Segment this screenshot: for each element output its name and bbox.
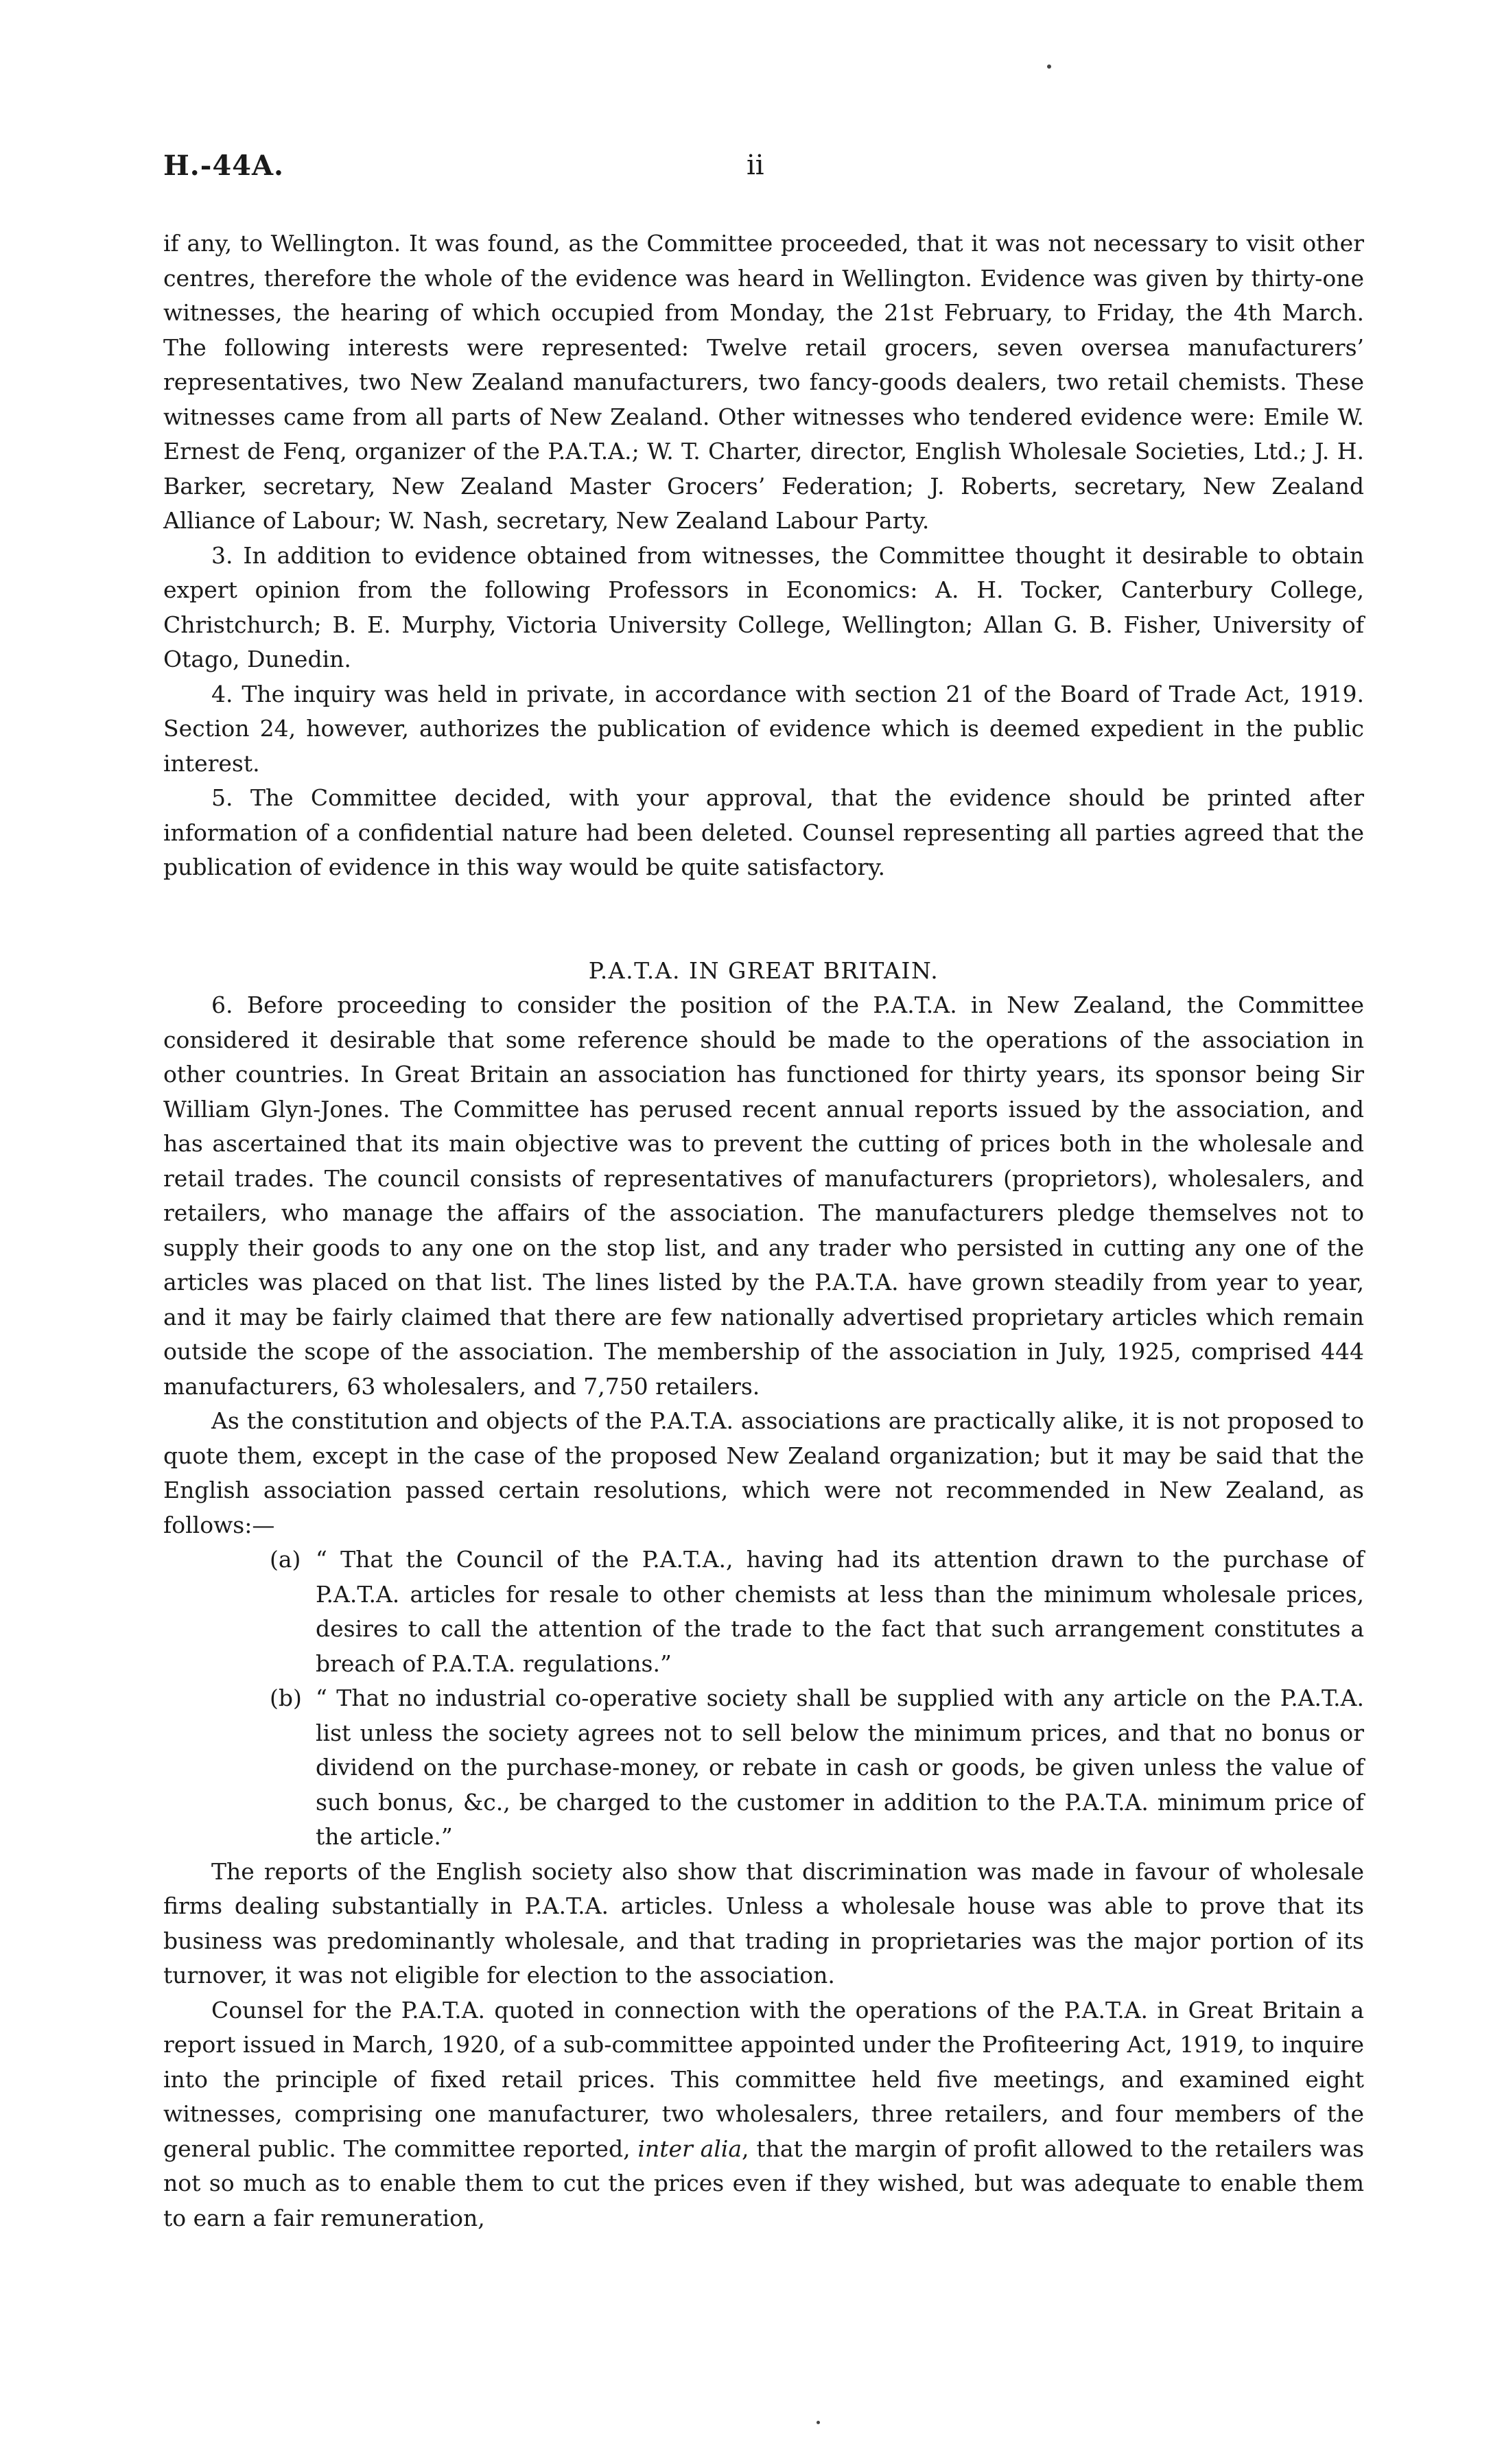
document-reference: H.-44A. bbox=[163, 150, 284, 182]
section-heading: P.A.T.A. IN GREAT BRITAIN. bbox=[588, 957, 939, 984]
resolution-a-text: “ That the Council of the P.A.T.A., having had its attention drawn to the purchase of P.A.T.A. articles for resale to other chemists at less than the minimum wholesale prices, desires to call the attention of the trade to the fact that such arrangement constitutes a breach of P.A.T.A. regulations.” bbox=[316, 1546, 1364, 1677]
page-header bbox=[163, 150, 1364, 198]
resolution-b bbox=[163, 1681, 1364, 1855]
resolution-a bbox=[163, 1542, 1364, 1681]
resolution-b-label: (b) bbox=[270, 1685, 302, 1711]
paragraph-6: 6. Before proceeding to consider the position of the P.A.T.A. in New Zealand, the Committee considered it desirable that some reference should be made to the operations of the association in other countries. In Great Britain an association has functioned for thirty years, its sponsor being Sir William Glyn-Jones. The Committee has perused recent annual reports issued by the association, and has ascertained that its main objective was to prevent the cutting of prices both in the wholesale and retail trades. The council consists of representatives of manufacturers (proprietors), wholesalers, and retailers, who manage the affairs of the association. The manufacturers pledge themselves not to supply their goods to any one on the stop list, and any trader who persisted in cutting any one of the articles was placed on that list. The lines listed by the P.A.T.A. have grown steadily from year to year, and it may be fairly claimed that there are few nationally advertised proprietary articles which remain outside the scope of the association. The membership of the association in July, 1925, comprised 444 manufacturers, 63 wholesalers, and 7,750 retailers. bbox=[163, 992, 1364, 1400]
paragraph-9-italic: inter alia bbox=[637, 2135, 742, 2162]
scan-speck bbox=[1047, 64, 1051, 69]
paragraph-8: The reports of the English society also show that discrimination was made in favour of wholesale firms dealing substantially in P.A.T.A. articles. Unless a wholesale house was able to prove that its business was predominantly wholesale, and that trading in proprietaries was the major portion of its turnover, it was not eligible for election to the association. bbox=[163, 1857, 1364, 1988]
paragraph-9-part-2: , that the margin of profit allowed to the retailers was not so much as to enable them to cut the prices even if they wished, but was adequate to enable them to earn a fair remuneration, bbox=[163, 2135, 1365, 2231]
document-body bbox=[163, 226, 1364, 2236]
paragraph-3: 3. In addition to evidence obtained from witnesses, the Committee thought it desirable to obtain expert opinion from the following Professors in Economics: A. H. Tocker, Canterbury College, Christchurch; B. E. Murphy, Victoria University College, Wellington; Allan G. B. Fisher, University of Otago, Dunedin. bbox=[163, 541, 1364, 672]
resolution-b-text: “ That no industrial co-operative society shall be supplied with any article on the P.A.T.A. list unless the society agrees not to sell below the minimum prices, and that no bonus or dividend on the purchase-money, or rebate in cash or goods, be given unless the value of such bonus, &c., be charged to the customer in addition to the P.A.T.A. minimum price of the article.” bbox=[316, 1685, 1364, 1850]
paragraph-9 bbox=[163, 1993, 1364, 2236]
paragraph-1: if any, to Wellington. It was found, as the Committee proceeded, that it was not necessary to visit other centres, therefore the whole of the evidence was heard in Wellington. Evidence was given by thirty-one witnesses, the hearing of which occupied from Monday, the 21st February, to Friday, the 4th March. The following interests were represented: Twelve retail grocers, seven oversea manufacturers’ representatives, two New Zealand manufacturers, two fancy-goods dealers, two retail chemists. These witnesses came from all parts of New Zealand. Other witnesses who tendered evidence were: Emile W. Ernest de Fenq, organizer of the P.A.T.A.; W. T. Charter, director, English Wholesale Societies, Ltd.; J. H. Barker, secretary, New Zealand Master Grocers’ Federation; J. Roberts, secretary, New Zealand Alliance of Labour; W. Nash, secretary, New Zealand Labour Party. bbox=[163, 230, 1364, 534]
section-spacer bbox=[163, 885, 1364, 954]
paragraph-7: As the constitution and objects of the P.A.T.A. associations are practically alike, it is not proposed to quote them, except in the case of the proposed New Zealand organization; but it may be said that the English association passed certain resolutions, which were not recommended in New Zealand, as follows:— bbox=[163, 1407, 1364, 1538]
paragraph-5: 5. The Committee decided, with your approval, that the evidence should be printed after information of a confidential nature had been deleted. Counsel representing all parties agreed that the publication of evidence in this way would be quite satisfactory. bbox=[163, 784, 1364, 880]
paragraph-4: 4. The inquiry was held in private, in accordance with section 21 of the Board of Trade Act, 1919. Section 24, however, authorizes the publication of evidence which is deemed expedient in the public interest. bbox=[163, 680, 1364, 777]
resolution-a-label: (a) bbox=[270, 1546, 301, 1573]
page-number: ii bbox=[747, 150, 764, 181]
paragraph-9-part-1: Counsel for the P.A.T.A. quoted in connection with the operations of the P.A.T.A. in Great Britain a report issued in March, 1920, of a sub-committee appointed under the Profiteering Act, 1919, to inquire into the principle of fixed retail prices. This committee held five meetings, and examined eight witnesses, comprising one manufacturer, two wholesalers, three retailers, and four members of the general public. The committee reported, bbox=[163, 1996, 1364, 2162]
scan-speck bbox=[817, 2421, 820, 2424]
